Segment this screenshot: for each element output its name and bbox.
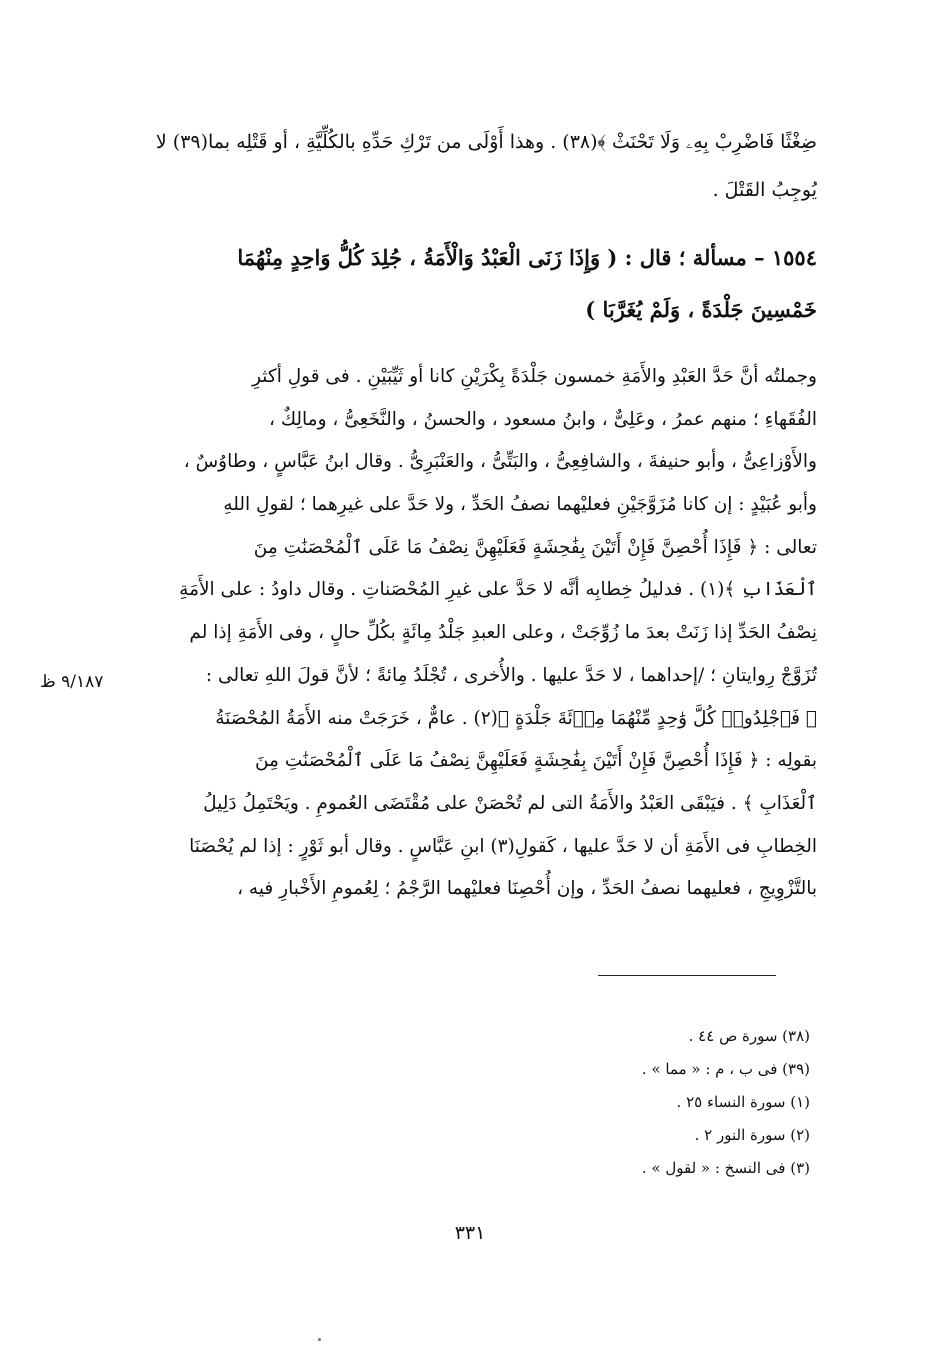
text-line: والأَوْزاعِىُّ ، وأبو حنيفةَ ، والشافِعِىُّ ، والبَتِّىُّ ، والعَنْبَرِىُّ . وقال ابنُ عَبَّاسٍ ، وطاوُسٌ ، — [183, 451, 817, 473]
text-line: وأبو عُبَيْدٍ : إن كانا مُزَوَّجَيْنِ فعليْهما نصفُ الحَدِّ ، ولا حَدَّ على غيرِهما ؛ لقولِ اللهِ — [223, 494, 817, 516]
footnote: (٣٩) فى ب ، م : « مما » . — [641, 1060, 810, 1078]
text-line: يُوجِبُ القَتْلَ . — [712, 179, 817, 201]
footnote: (٣٨) سورة ص ٤٤ . — [688, 1027, 810, 1045]
text-line: وجملتُه أنَّ حَدَّ العَبْدِ والأَمَةِ خمسون جَلْدَةً بِكْرَيْنِ كانا أو ثَيِّبَيْنِ . فى قولِ أكثرِ — [252, 366, 817, 387]
page-number: ٣٣١ — [454, 1222, 486, 1244]
manuscript-folio-note: ٩/١٨٧ ظ — [40, 672, 104, 692]
footnotes — [560, 1020, 810, 1185]
text-line: تعالى : ﴿ فَإِذَا أُحْصِنَّ فَإِنْ أَتَيْنَ بِفَٰحِشَةٍ فَعَلَيْهِنَّ نِصْفُ مَا عَلَى ٱلْمُحْصَنَٰتِ مِنَ — [253, 536, 817, 558]
text-line: ضِغْثًا فَاضْرِبْ بِهِۦ وَلَا تَحْنَثْ ﴾(٣٨) . وهذا أَوْلَى من تَرْكِ حَدِّهِ بالكُلِّيَّةِ ، أو قَتْلِه بما(٣٩) لا — [155, 131, 817, 153]
footnote: (٣) فى النسخ : « لقول » . — [641, 1159, 810, 1177]
text-line: الفُقَهاءِ ؛ منهم عمرُ ، وعَلِىٌّ ، وابنُ مسعود ، والحسنُ ، والنَّخَعِىُّ ، ومالِكٌ ، — [268, 408, 817, 430]
issue-heading — [125, 232, 817, 336]
text-line: نِصْفُ الحَدِّ إذا زَنَتْ بعدَ ما زُوِّجَتْ ، وعلى العبدِ جَلْدُ مِائَةٍ بكُلِّ حالٍ ، وفى الأَمَةِ إذا لم — [189, 622, 817, 644]
footnote: (٢) سورة النور ٢ . — [694, 1126, 810, 1144]
text-line: بقولِه : ﴿ فَإِذَا أُحْصِنَّ فَإِنْ أَتَيْنَ بِفَٰحِشَةٍ فَعَلَيْهِنَّ نِصْفُ مَا عَلَى ٱلْمُحْصَنَٰتِ مِنَ — [254, 750, 817, 772]
text-line: ٱلْعَذَابِ ﴾(١) . فدليلُ خِطابِه أنَّه لا حَدَّ على غيرِ المُحْصَناتِ . وقال داودُ : على الأَمَةِ — [179, 579, 817, 601]
footnote-separator — [598, 975, 776, 976]
body-paragraph — [125, 356, 817, 911]
text-line: تُزَوَّجْ رِوايتانِ ؛ /إحداهما ، لا حَدَّ عليها . والأُخرى ، تُجْلَدُ مِائةً ؛ لأنَّ قولَ اللهِ تعالى : — [205, 664, 817, 686]
heading-line: ١٥٥٤ – مسألة ؛ قال : ( وَإِذَا زَنَى الْعَبْدُ وَالْأَمَةُ ، جُلِدَ كُلُّ وَاحِدٍ مِنْهُمَا — [237, 245, 817, 270]
text-line: ﴿ فَٱجْلِدُوا۟ كُلَّ وَٰحِدٍ مِّنْهُمَا مِا۟ئَةَ جَلْدَةٍ ﴾(٢) . عامٌّ ، خَرَجَتْ منه الأَمَةُ المُحْصَنَةُ — [215, 707, 817, 729]
text-line: بالتَّزْوِيجِ ، فعليهما نصفُ الحَدِّ ، وإن أُحْصِنَا فعليْهما الرَّجْمُ ؛ لِعُمومِ الأَخْبارِ فيه ، — [237, 878, 817, 900]
text-line: الخِطابِ فى الأَمَةِ أن لا حَدَّ عليها ، كَقولِ(٣) ابنِ عَبَّاسٍ . وقال أبو ثَوْرٍ : إذا لم يُحْصَنَا — [189, 835, 817, 857]
intro-paragraph — [125, 118, 817, 214]
footnote: (١) سورة النساء ٢٥ . — [676, 1093, 810, 1111]
paper-speck — [318, 1338, 321, 1341]
text-line: ٱلْعَذَابِ ﴾ . فيَبْقَى العَبْدُ والأَمَةُ التى لم تُحْصَنْ على مُقْتَضَى العُمومِ . ويَحْتَمِلُ دَلِيلُ — [203, 792, 817, 814]
heading-line: خَمْسِينَ جَلْدَةً ، وَلَمْ يُغَرَّبَا ) — [585, 297, 817, 322]
